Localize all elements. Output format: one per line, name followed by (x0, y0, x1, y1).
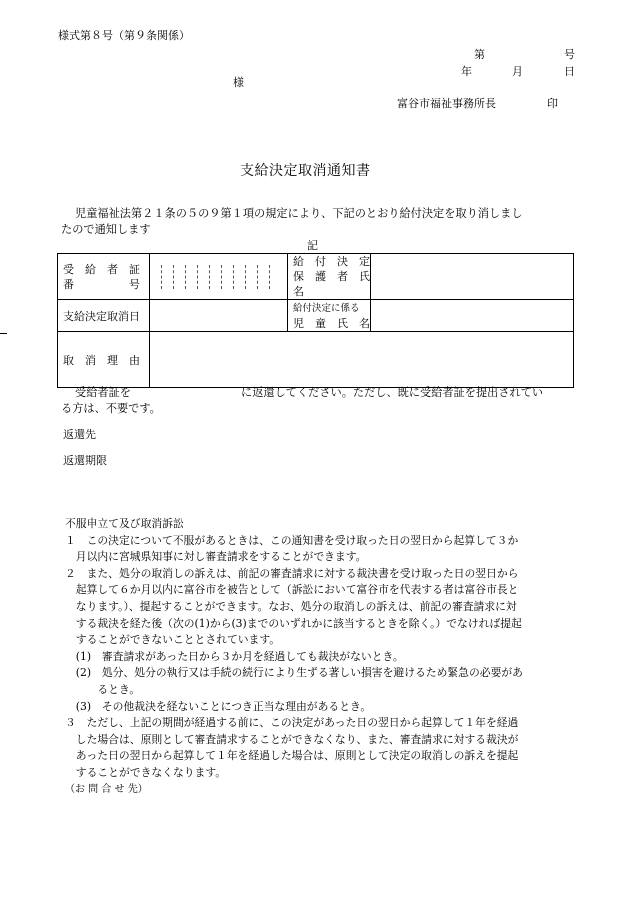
appeal-line: することができなくなります。 (65, 765, 227, 779)
issuer-name: 富谷市福祉事務所長 (397, 97, 496, 110)
month-label: 月 (512, 65, 523, 78)
table-row (58, 254, 574, 300)
addressee-suffix: 様 (233, 76, 244, 89)
cancel-reason-label: 取 消 理 由 (58, 332, 150, 388)
appeal-section (65, 516, 580, 798)
table-row (58, 332, 574, 388)
appeal-line: １ この決定について不服があるときは、この通知書を受け取った日の翌日から起算して３か (65, 533, 519, 547)
year-label: 年 (461, 65, 472, 78)
intro-line-1: 児童福祉法第２１条の５の９第１項の規定により、下記のとおり給付決定を取り消しまし (75, 207, 523, 220)
appeal-line: (2) 処分、処分の執行又は手続の続行により生ずる著しい損害を避けるため緊急の必要があ (65, 666, 523, 680)
margin-mark (0, 333, 7, 334)
appeal-line: るとき。 (65, 682, 141, 696)
cancel-date-label: 支給決定取消日 (58, 300, 150, 332)
table-row (58, 300, 574, 332)
appeal-heading: 不服申立て及び取消訴訟 (65, 517, 184, 530)
digit-boxes (150, 262, 287, 292)
form-number: 様式第８号（第９条関係） (58, 29, 190, 42)
day-label: 日 (564, 65, 575, 78)
return-deadline-label: 返還期限 (63, 454, 107, 467)
child-name-field[interactable] (371, 300, 574, 332)
guardian-name-field[interactable] (371, 254, 574, 300)
return-notice-left: 受給者証を (75, 386, 131, 399)
return-notice-line-2: る方は、不要です。 (61, 402, 161, 415)
seal-mark: 印 (547, 97, 558, 110)
notice-form-table (57, 253, 574, 388)
return-notice-right: に返還してください。ただし、既に受給者証を提出されてい (241, 386, 544, 399)
return-to-label: 返還先 (63, 428, 96, 441)
appeal-line: ３ ただし、上記の期間が経過する前に、この決定があった日の翌日から起算して１年を経過 (65, 716, 519, 730)
cancel-date-field[interactable] (150, 300, 288, 332)
contact-heading: （お 問 合 せ 先） (65, 783, 148, 795)
appeal-line: なります。）、提起することができます。なお、処分の取消しの訴えは、前記の審査請求に対 (65, 599, 517, 613)
appeal-line: ２ また、処分の取消しの訴えは、前記の審査請求に対する裁決書を受け取った日の翌日から (65, 566, 519, 580)
appeal-line: あった日の翌日から起算して１年を経過した場合は、原則として決定の取消しの訴えを提起 (65, 749, 519, 763)
child-name-label: 給付決定に係る 児 童 氏 名 (288, 300, 371, 332)
recipient-cert-label: 受 給 者 証 番 号 (58, 254, 150, 300)
guardian-name-label: 給 付 決 定 保 護 者 氏 名 (288, 254, 371, 300)
appeal-line: (3) その他裁決を経ないことにつき正当な理由があるとき。 (65, 699, 372, 713)
recipient-cert-number-field[interactable] (150, 254, 288, 300)
ki-label: 記 (307, 239, 318, 252)
intro-line-2: たので通知します (61, 223, 151, 236)
appeal-line: 起算して６か月以内に富谷市を被告として（訴訟において富谷市を代表する者は富谷市長と (65, 583, 519, 597)
appeal-line: した場合は、原則として審査請求することができなくなり、また、審査請求に対する裁決が (65, 732, 519, 746)
appeal-line: することができないこととされています。 (65, 633, 281, 647)
appeal-line: 月以内に宮城県知事に対し審査請求をすることができます。 (65, 550, 367, 564)
appeal-line: (1) 審査請求があった日から３か月を経過しても裁決がないとき。 (65, 649, 404, 663)
number-suffix: 号 (564, 48, 575, 61)
appeal-line: する裁決を経た後（次の(1)から(3)までのいずれかに該当するときを除く。）でなければ提起 (65, 616, 522, 630)
document-title: 支給決定取消通知書 (240, 163, 371, 179)
cancel-reason-field[interactable] (150, 332, 574, 388)
number-prefix: 第 (474, 48, 485, 61)
